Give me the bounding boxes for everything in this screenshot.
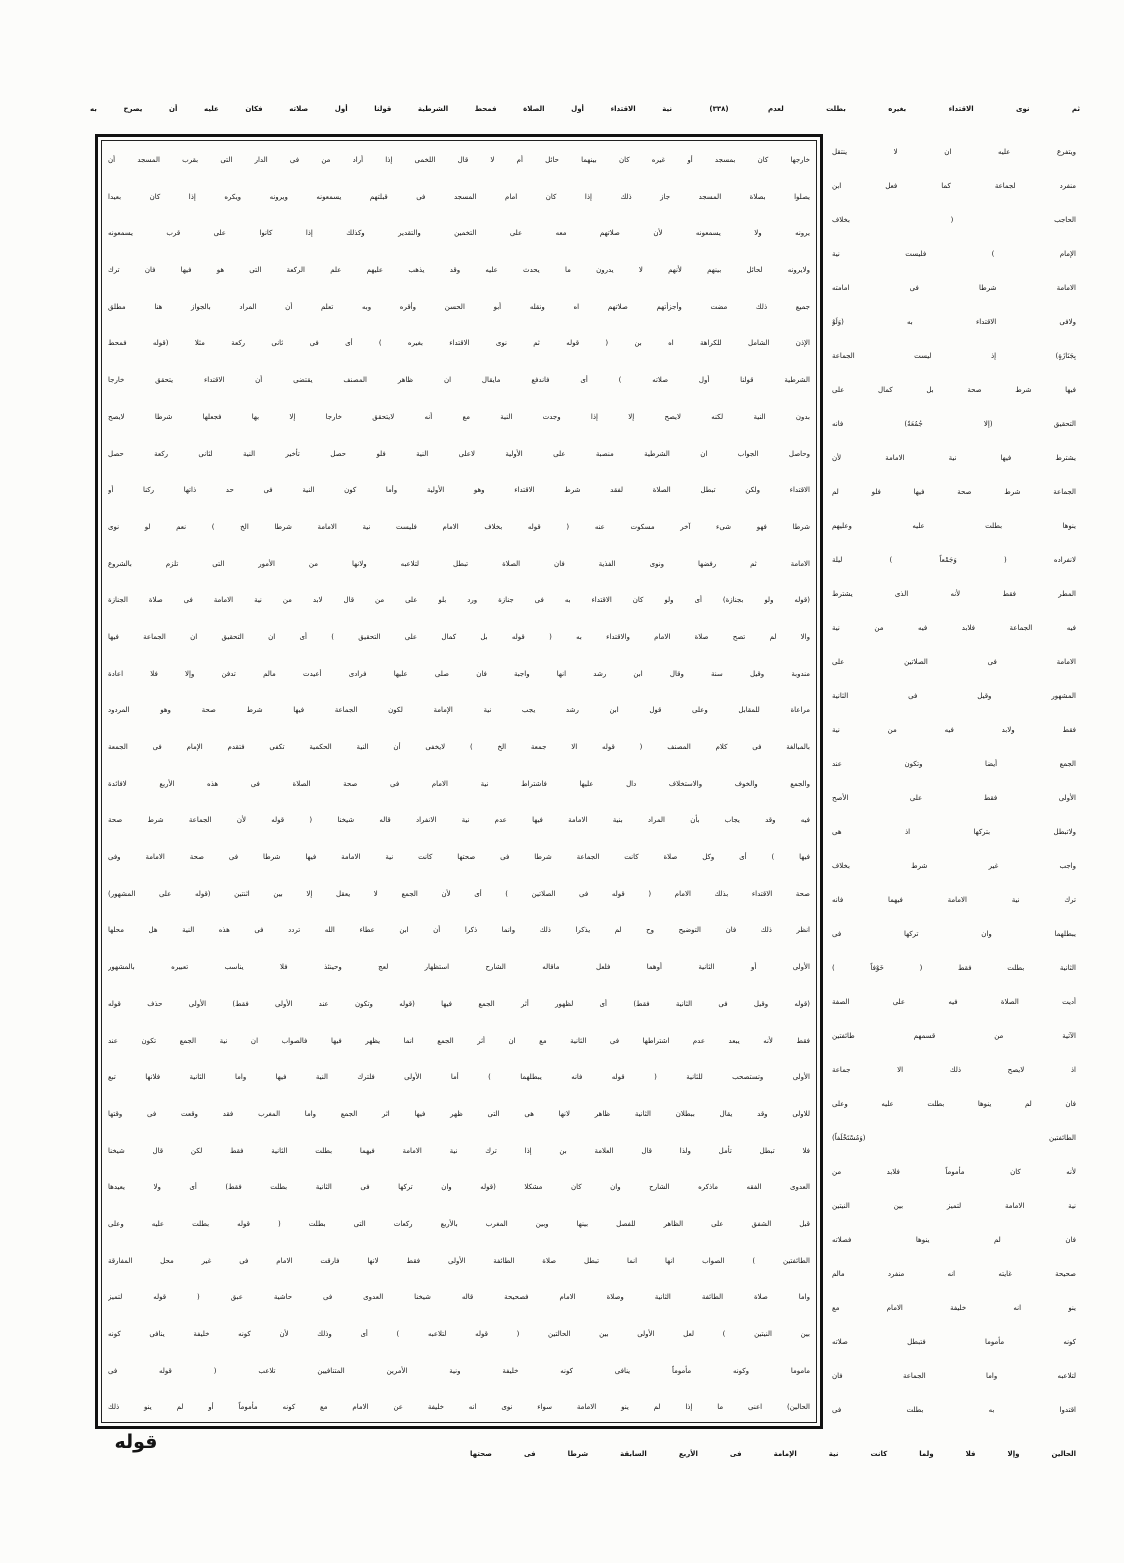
commentary-line: الامامة ثم رفضها ونوى الفذية فان الصلاة تبطل لتلاعبه ولانها من الأمور التى تلزم بالشروع	[108, 559, 810, 568]
running-header-left: نية الاقتداء أول الصلاة فمحط الشرطية قولنا أول صلاته فكان عليه أن يصرح به	[90, 105, 672, 113]
margin-line: الامامة شرطا فى امامته	[832, 284, 1076, 292]
bottom-text-line: الحالين وإلا فلا ولما كانت نية الإمامة فى الأربع السابقة شرطا فى صحتها	[470, 1450, 1076, 1458]
commentary-line: الشرطية قولنا أول صلاته ) أى فاندفع مايقال ان ظاهر المصنف يقتضى أن الاقتداء يتحقق خارجا	[108, 376, 810, 385]
commentary-line: الأولى وتستصحب للثانية ( قوله فانه يبطلهما ) أما الأولى فلترك النية فيها واما الثانية فلانها تبع	[108, 1073, 810, 1082]
margin-line: صحيحة غايته انه منفرد مالم	[832, 1270, 1076, 1278]
commentary-line: ماموما وكونه مأموماً ينافى كونه خليفة ونية الأمرين المتنافيين تلاعب ( قوله فى	[108, 1366, 810, 1375]
commentary-line: يصلوا بصلاة المسجد جاز ذلك إذا كان امام المسجد فى قبلتهم يسمعونه ويرونه ويكره إذا كان بعيدا	[108, 192, 810, 201]
commentary-line: (قوله وقيل فى الثانية فقط) أى لظهور أثر الجمع فيها (قوله وتكون عند الأولى فقط) الأولى حذف قوله	[108, 999, 810, 1008]
commentary-text	[108, 142, 810, 1426]
margin-line: يبطلهما وان تركها فى	[832, 930, 1076, 938]
commentary-line: (قوله ولو بجنازة) أى ولو كان الاقتداء به فى جنازة ورد بلو على من قال لابد من نية الامامة فى صلاة الجنازة	[108, 596, 810, 605]
margin-line: الحاجب ( بخلاف	[832, 216, 1076, 224]
margin-line: ينوها بطلت عليه وعليهم	[832, 522, 1076, 530]
margin-line: لانفراده ( وَجَمْعاً ) ليلة	[832, 556, 1076, 564]
margin-line: الإمام ) فليست نية	[832, 250, 1076, 258]
commentary-line: بالمبالغة فى كلام المصنف ( قوله الا جمعة الخ ) لايخفى أن النية الحكمية تكفى فتقدم الإمام فى الجمعة	[108, 743, 810, 751]
commentary-line: فيه وقد يجاب بأن المراد بنية الامامة فيها عدم نية الانفراد قاله شيخنا ( قوله لأن الجماعة شرط صحة	[108, 816, 810, 825]
margin-line: أديت الصلاة فيه على الصفة	[832, 998, 1076, 1006]
margin-line: واجب غير شرط بخلاف	[832, 862, 1076, 870]
margin-line: الثانية بطلت فقط ( خَوْفاً )	[832, 964, 1076, 972]
margin-line: كونه مأموما فتبطل صلاته	[832, 1338, 1076, 1346]
commentary-line: والجمع والخوف والاستخلاف دال عليها فاشتراط نية الامام فى صحة الصلاة فى هذه الأربع لافائدة	[108, 779, 810, 788]
commentary-line: فيها ) أى وكل صلاة كانت الجماعة شرطا فى صحتها كانت نية الامامة فيها شرطا فى صحة الامامة وفى	[108, 853, 810, 862]
commentary-line: جميع ذلك مضت وأجزأتهم صلاتهم اه ونقله أبو الحسن وأقره وبه تعلم أن المراد بالجواز هنا مطلق	[108, 302, 810, 311]
running-header-right: ثم نوى الاقتداء بغيره بطلت لعدم	[768, 105, 1080, 113]
commentary-line: العدوى الفقه ماذكره الشارح وان كان مشكلا (قوله وان تركها فى الثانية بطلت فقط) أى ولا يعيدها	[108, 1183, 810, 1192]
margin-line: بِجَنَازَةٍ) إذ ليست الجماعة	[832, 352, 1076, 360]
commentary-line: واما صلاة الطائفة الثانية وصلاة الامام فصحيحة قاله شيخنا العدوى فى حاشية عبق ( قوله لتميز	[108, 1293, 810, 1302]
commentary-line: والا لم تصح صلاة الامام والاقتداء به ( قوله بل كمال على التحقيق ) أى ان التحقيق ان الجماعة فيها	[108, 632, 810, 641]
commentary-line: الطائفتين ) الصواب انها انما تبطل صلاة الطائفة الأولى فقط لانها فارقت الامام فى غير محل المفارقة	[108, 1256, 810, 1265]
commentary-line: وحاصل الجواب ان الشرطية منصبة على الأولية لاعلى النية فلو حصل تأخير النية لثانى ركعة حصل	[108, 449, 810, 458]
margin-line: اقتدوا به بطلت فى	[832, 1406, 1076, 1414]
commentary-line: شرطا فهو شىء آخر مسكوت عنه ( قوله بخلاف الامام فليست نية الامامة شرطا الخ ) نعم لو نوى	[108, 522, 810, 531]
margin-line: التحقيق (إلا جُمُعَةً) فانه	[832, 420, 1076, 428]
margin-line: ويتفرع عليه ان لا ينتقل	[832, 148, 1076, 156]
commentary-line: بين النيتين ) لعل الأولى بين الحالتين ( قوله لتلاعبه ) أى وذلك لأن كونه خليفة ينافى كونه	[108, 1330, 810, 1338]
margin-line: الجمع أيضا وتكون عند	[832, 760, 1076, 768]
commentary-line: يرونه ولا يسمعونه لأن صلاتهم معه على التخمين والتقدير وكذلك إذا كانوا على قرب يسمعونه	[108, 229, 810, 238]
margin-line: ولافى الاقتداء به (وَلَوْ	[832, 318, 1076, 326]
commentary-line: صحة الاقتداء بذلك الامام ( قوله فى الصلاتين ) أى لأن الجمع لا يعقل إلا بين اثنتين (قوله على المشهور)	[108, 889, 810, 898]
commentary-line: الإذن الشامل للكراهة اه بن ( قوله ثم نوى الاقتداء بغيره ) أى فى ثانى ركعة مثلا (قوله فمحط	[108, 339, 810, 348]
margin-text	[832, 135, 1076, 1427]
margin-line: المشهور وقيل فى الثانية	[832, 692, 1076, 700]
commentary-line: للاولى وقد يقال ببطلان الثانية ظاهر لانها هى التى ظهر فيها اثر الجمع واما المغرب فقد وقعت فى وقتها	[108, 1109, 810, 1118]
margin-line: لأنه كان مأموماً فلابد من	[832, 1168, 1076, 1176]
margin-line: يشترط فيها نية الامامة لأن	[832, 454, 1076, 462]
margin-line: ينو انه خليفة الامام مع	[832, 1304, 1076, 1312]
margin-line: الجماعة شرط صحة فيها فلو لم	[832, 488, 1076, 496]
margin-line: الامامة فى الصلاتين على	[832, 658, 1076, 666]
margin-line: فقط ولابد فيه من نية	[832, 726, 1076, 734]
commentary-line: ولايرونه لحائل بينهم لأنهم لا يدرون ما يحدث عليه وقد يذهب عليهم علم الركعة التى هو فيها فان ترك	[108, 266, 810, 275]
commentary-line: فقط لأنه يبعد عدم اشتراطها فى الثانية مع ان أثر الجمع انما يظهر فيها فالصواب ان نية الجمع تكون عند	[108, 1036, 810, 1045]
commentary-line: خارجها كان بمسجد أو غيره كان بينهما حائل أم لا قال اللخمى إذا أراد من فى الدار التى بقرب المسجد أن	[108, 156, 810, 164]
commentary-line: انظر ذلك فان التوضيح وح لم يذكرا ذلك وانما ذكرا أن ابن عطاء الله تردد فى هذه النية هل محلها	[108, 926, 810, 935]
margin-line: نية الامامة لتميز بين النيتين	[832, 1202, 1076, 1210]
margin-line: الطائفتين (وَمُسْتَخْلَفاً)	[832, 1134, 1076, 1142]
margin-line: المطر فقط لأنه الذى يشترط	[832, 590, 1076, 598]
margin-line: لتلاعبه واما الجماعة فان	[832, 1372, 1076, 1380]
margin-line: الآتية من قسمهم طائفتين	[832, 1032, 1076, 1040]
margin-line: فيه الجماعة فلابد فيه من نية	[832, 624, 1076, 632]
margin-line: فان لم ينوها فصلاته	[832, 1236, 1076, 1244]
margin-line: الأولى فقط على الأصح	[832, 794, 1076, 802]
catchword: قوله	[114, 1431, 158, 1453]
page-number: (٣٣٨)	[709, 105, 729, 113]
margin-line: ولاتبطل بتركها اذ هى	[832, 828, 1076, 836]
margin-line: فيها شرط صحة بل كمال على	[832, 386, 1076, 394]
commentary-line: مندوبة وقيل سنة وقال ابن رشد انها واجبة فان صلى عليها فرادى أعيدت مالم تدفن وإلا فلا اعادة	[108, 669, 810, 678]
margin-line: اذ لايصح ذلك الا جماعة	[832, 1066, 1076, 1074]
commentary-line: الأولى أو الثانية أوهما فلعل ماقاله الشارح استظهار لعج وحينئذ فلا يناسب تعبيره بالمشهور	[108, 963, 810, 972]
margin-line: ترك نية الامامة فيهما فانه	[832, 896, 1076, 904]
commentary-line: بدون النية لكنه لايصح إلا إذا وجدت النية مع أنه لايتحقق خارجا إلا بها فجعلها شرطا لايصح	[108, 412, 810, 421]
commentary-line: قبل الشفق على الظاهر للفصل بينها وبين المغرب بالأربع ركعات التى بطلت ( قوله بطلت عليه وعلى	[108, 1219, 810, 1228]
margin-line: فان لم ينوها بطلت عليه وعلى	[832, 1100, 1076, 1108]
commentary-line: فلا تبطل تأمل ولذا قال العلامة بن إذا ترك نية الامامة فيهما بطلت الثانية فقط لكن قال شيخنا	[108, 1146, 810, 1155]
commentary-line: مراعاة للمقابل وعلى قول ابن رشد يجب نية الإمامة لكون الجماعة فيها شرط صحة وهو المردود	[108, 706, 810, 715]
margin-line: منفرد لجماعة كما فعل ابن	[832, 182, 1076, 190]
commentary-line: الحالين) اعنى ما إذا لم ينو الامامة سواء نوى انه خليفة عن الامام مع كونه مأموماً أو لم ينو ذلك	[108, 1403, 810, 1412]
commentary-line: الاقتداء ولكن تبطل الصلاة لفقد شرط الاقتداء وهو الأولية وأما كون النية فى حد ذاتها ركنا أو	[108, 486, 810, 495]
